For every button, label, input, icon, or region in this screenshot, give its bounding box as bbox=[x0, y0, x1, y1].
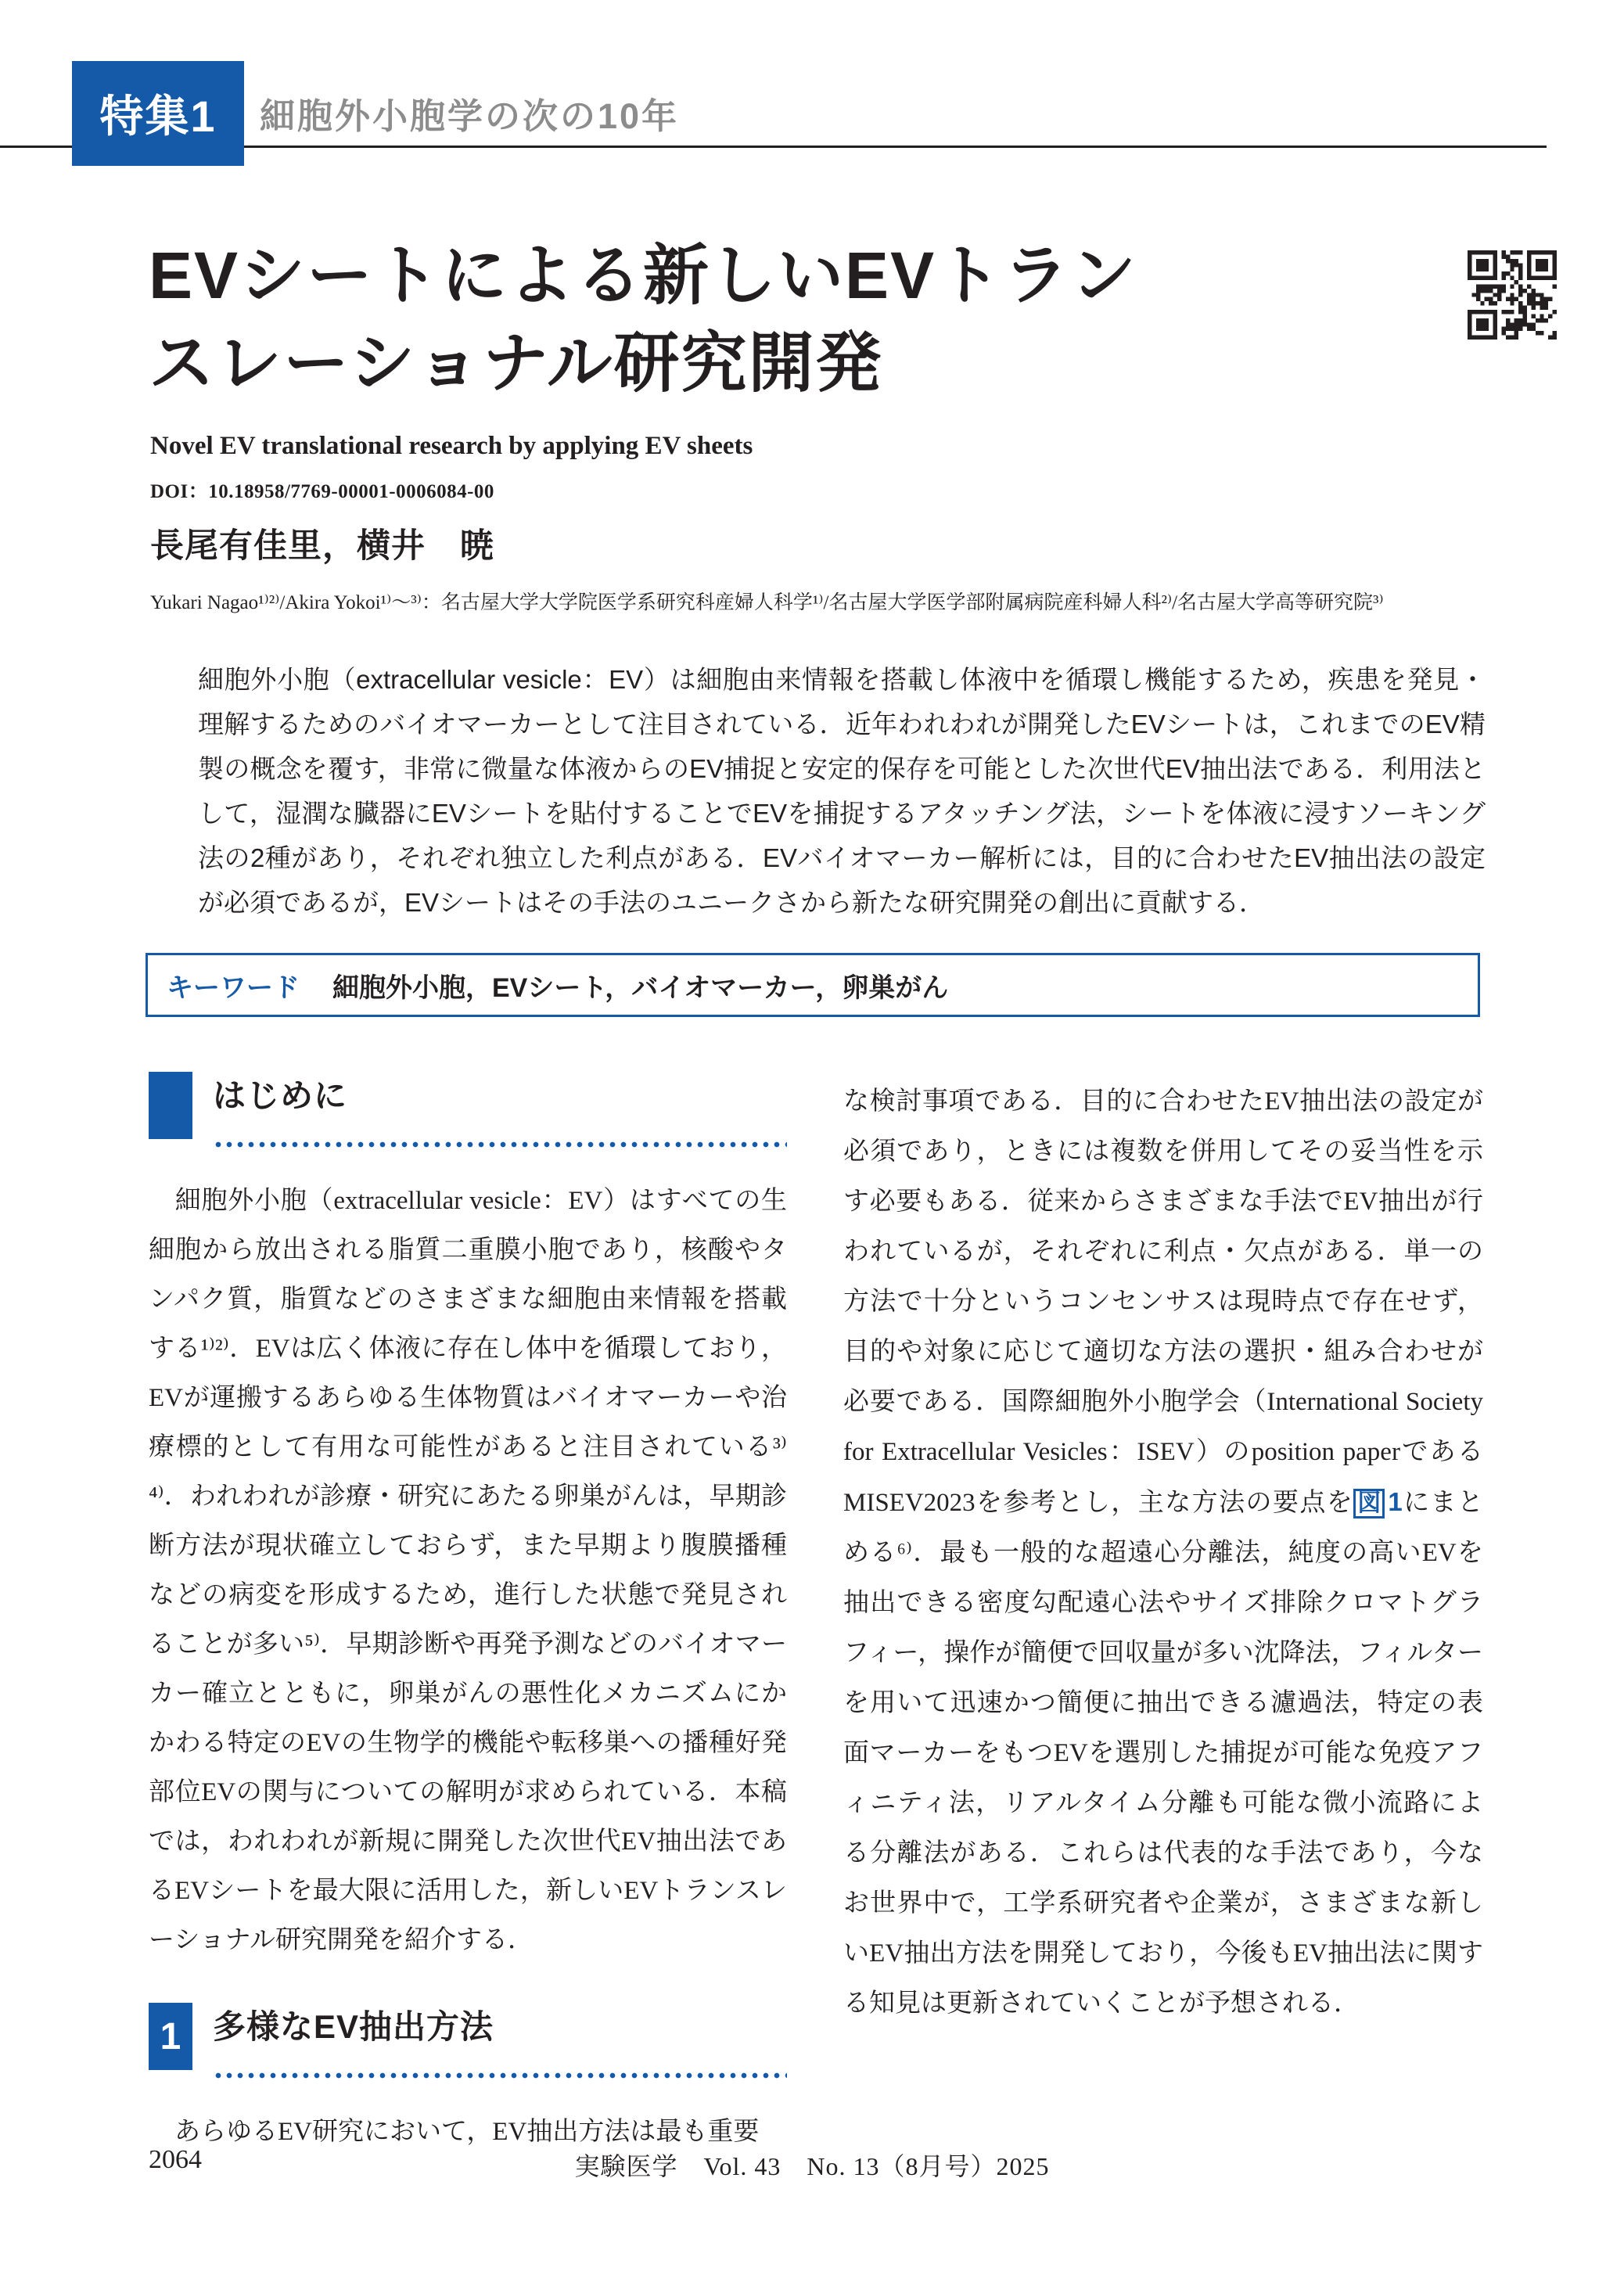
page-number: 2064 bbox=[149, 2145, 202, 2174]
author-names: 長尾有佳里，横井 暁 bbox=[150, 527, 494, 565]
figure1-link[interactable] bbox=[1353, 1489, 1402, 1517]
section-dotted-rule bbox=[213, 1141, 787, 1148]
intro-paragraph: 細胞外小胞（extracellular vesicle：EV）はすべての生細胞から放出される脂質二重膜小胞であり，核酸やタンパク質，脂質などのさまざまな細胞由来情報を搭載する¹⁾²⁾．EVは広く体液に存在し体中を循環しており，EVが運搬するあらゆる生体物質はバイオマーカーや治療標的として有用な可能性があると注目されている³⁾⁴⁾．われわれが診療・研究にあたる卵巣がんは，早期診断方法が現状確立しておらず，また早期より腹膜播種などの病変を形成するため，進行した状態で発見されることが多い⁵⁾．早期診断や再発予測などのバイオマーカー確立とともに，卵巣がんの悪性化メカニズムにかかわる特定のEVの生物学的機能や転移巣への播種好発部位EVの関与についての解明が求められている．本稿では，われわれが新規に開発した次世代EV抽出法であるEVシートを最大限に活用した，新しいEVトランスレーショナル研究開発を紹介する． bbox=[149, 1187, 787, 1954]
section-marker-square bbox=[149, 1072, 192, 1139]
section-intro-title: はじめに bbox=[213, 1077, 348, 1114]
section-number-square bbox=[149, 2003, 192, 2070]
keywords-label: キーワード bbox=[167, 972, 300, 1003]
figure1-link-number[interactable]: 1 bbox=[1388, 1487, 1403, 1516]
series-title: 細胞外小胞学の次の10年 bbox=[260, 96, 680, 136]
section-heading-intro bbox=[149, 1070, 787, 1148]
keywords-text: 細胞外小胞，EVシート，バイオマーカー，卵巣がん bbox=[332, 972, 949, 1003]
article-title bbox=[149, 232, 1463, 407]
right-column bbox=[843, 1076, 1483, 2029]
right-column-paragraph bbox=[843, 1076, 1483, 2029]
abstract-text: 細胞外小胞（extracellular vesicle：EV）は細胞由来情報を搭載し体液中を循環し機能するため，疾患を発見・理解するためのバイオマーカーとして注目されている．近年われわれが開発したEVシートは，これまでのEV精製の概念を覆す，非常に微量な体液からのEV捕捉と安定的保存を可能とした次世代EV抽出法である．利用法として，湿潤な臓器にEVシートを貼付することでEVを捕捉するアタッチング法，シートを体液に浸すソーキング法の2種があり，それぞれ独立した利点がある．EVバイオマーカー解析には，目的に合わせたEV抽出法の設定が必須であるが，EVシートはその手法のユニークさから新たな研究開発の創出に貢献する． bbox=[198, 665, 1486, 917]
right-text-before-figure: な検討事項である．目的に合わせたEV抽出法の設定が必須であり，ときには複数を併用してその妥当性を示す必要もある．従来からさまざまな手法でEV抽出が行われているが，それぞれに利点・欠点がある．単一の方法で十分というコンセンサスは現時点で存在せず，目的や対象に応じて適切な方法の選択・組み合わせが必要である．国際細胞外小胞学会（International Society for Extracellular Vesicles：ISEV）のposition paperであるMISEV2023を参考とし，主な方法の要点を bbox=[843, 1087, 1483, 1517]
section-heading-1 bbox=[149, 2001, 787, 2079]
left-column bbox=[149, 1070, 787, 2157]
right-text-after-figure: にまとめる⁶⁾．最も一般的な超遠心分離法，純度の高いEVを抽出できる密度勾配遠心法やサイズ排除クロマトグラフィー，操作が簡便で回収量が多い沈降法，フィルターを用いて迅速かつ簡便に抽出できる濾過法，特定の表面マーカーをもつEVを選別した捕捉が可能な免疫アフィニティ法，リアルタイム分離も可能な微小流路による分離法がある．これらは代表的な手法であり，今なお世界中で，工学系研究者や企業が，さまざまな新しいEV抽出方法を開発しており，今後もEV抽出法に関する知見は更新されていくことが予想される． bbox=[843, 1489, 1483, 2018]
qr-code bbox=[1468, 250, 1557, 340]
journal-footer: 実験医学 Vol. 43 No. 13（8月号）2025 bbox=[574, 2152, 1050, 2180]
section-1-title: 多様なEV抽出方法 bbox=[213, 2008, 494, 2045]
section-1-paragraph-start: あらゆるEV研究において，EV抽出方法は最も重要 bbox=[149, 2118, 760, 2146]
doi-text: DOI：10.18958/7769-00001-0006084-00 bbox=[150, 481, 494, 502]
feature-badge bbox=[72, 61, 244, 166]
keywords-box bbox=[146, 953, 1480, 1017]
article-title-line2: スレーショナル研究開発 bbox=[149, 326, 883, 400]
section-number: 1 bbox=[160, 2015, 181, 2058]
section-dotted-rule bbox=[213, 2072, 787, 2079]
article-title-line1: EVシートによる新しいEVトラン bbox=[149, 239, 1138, 312]
feature-badge-label: 特集1 bbox=[99, 92, 217, 141]
figure1-link-zu[interactable]: 図 bbox=[1353, 1489, 1385, 1518]
author-affiliation: Yukari Nagao¹⁾²⁾/Akira Yokoi¹⁾～³⁾：名古屋大学大学院医学系研究科産婦人科学¹⁾/名古屋大学医学部附属病院産科婦人科²⁾/名古屋大学高等研究院³⁾ bbox=[150, 592, 1384, 613]
english-title: Novel EV translational research by applying EV sheets bbox=[150, 432, 753, 460]
